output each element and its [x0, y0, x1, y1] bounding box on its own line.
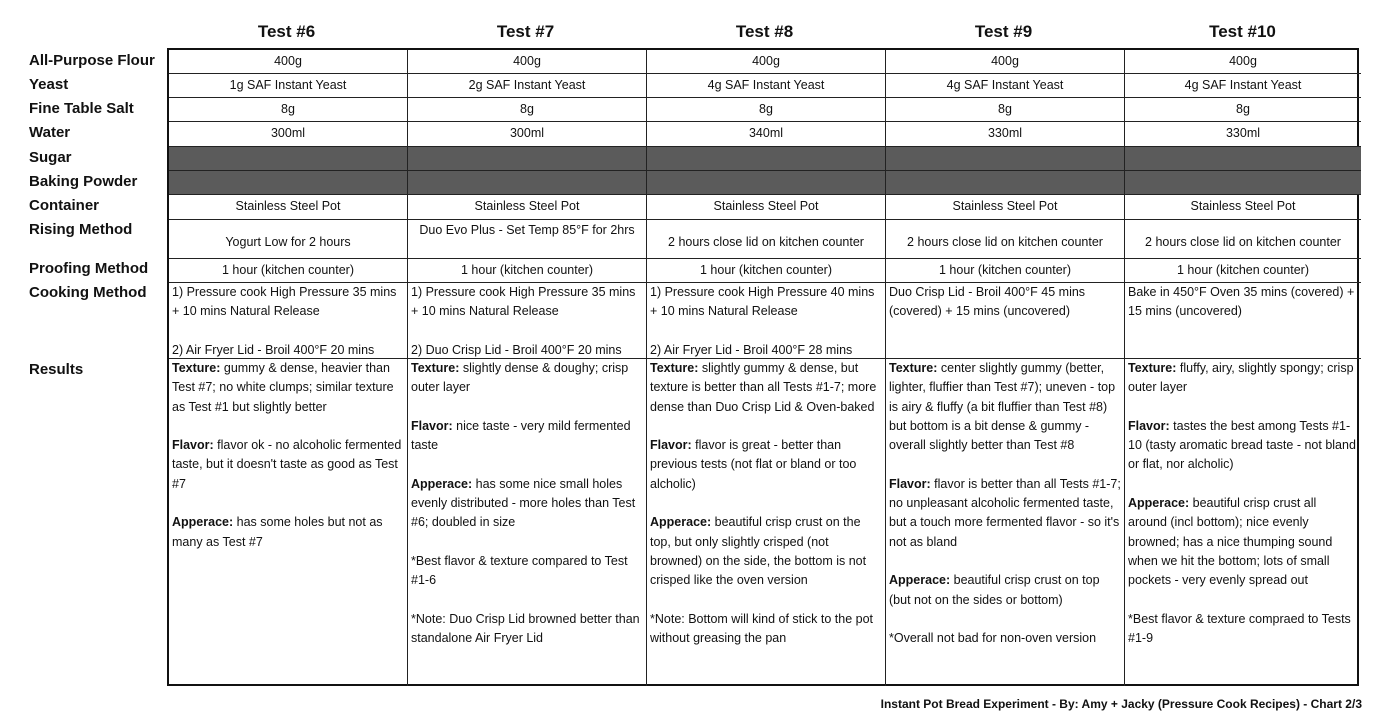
column-headers [167, 22, 1362, 42]
chart-footer-credit: Instant Pot Bread Experiment - By: Amy + Jacky (Pressure Cook Recipes) - Chart 2/3 [880, 697, 1362, 711]
row-label-sugar: Sugar [29, 149, 72, 166]
cooking-line: 2) Air Fryer Lid - Broil 400°F 20 mins [172, 342, 375, 357]
cell-proofing-6: 1 hour (kitchen counter) [169, 259, 408, 283]
cell-salt-7: 8g [408, 98, 647, 122]
cell-proofing-7: 1 hour (kitchen counter) [408, 259, 647, 283]
result-note: *Note: Duo Crisp Lid browned better than standalone Air Fryer Lid [411, 611, 640, 646]
row-label-yeast: Yeast [29, 76, 69, 93]
result-note: *Note: Bottom will kind of stick to the pot without greasing the pan [650, 611, 874, 646]
result-appear-text: has some holes but not as many as Test #7 [172, 515, 383, 549]
cell-rising-10: 2 hours close lid on kitchen counter [1125, 220, 1361, 259]
cell-baking-9 [886, 171, 1125, 195]
result-note: *Best flavor & texture compraed to Tests #1-9 [1128, 611, 1351, 646]
result-texture-text: gummy & dense, heavier than Test #7; no white clumps; similar texture as Test #1 but slightly better [172, 361, 394, 414]
cell-sugar-7 [408, 147, 647, 171]
cell-yeast-8: 4g SAF Instant Yeast [647, 74, 886, 98]
cooking-line: 2) Duo Crisp Lid - Broil 400°F 20 mins [411, 342, 622, 357]
result-appear-text: beautiful crisp crust all around (incl bottom); nice evenly browned; has a nice thumping sound when we hit the bottom; lots of small pockets - very evenly spread out [1128, 496, 1333, 588]
cell-sugar-6 [169, 147, 408, 171]
cell-results-7 [408, 359, 647, 686]
result-flavor-label: Flavor: [172, 438, 214, 453]
result-appear-label: Apperace: [650, 515, 712, 530]
result-texture-text: slightly dense & doughy; crisp outer layer [411, 361, 629, 395]
result-flavor-label: Flavor: [1128, 418, 1170, 433]
result-flavor-label: Flavor: [889, 476, 931, 491]
result-flavor-text: tastes the best among Tests #1-10 (tasty aromatic bread taste - not bland or flat, nor alcholic) [1128, 418, 1356, 472]
result-appear-text: beautiful crisp crust on the top, but only slightly crisped (not browned) on the side, the bottom is not crisped like the oven version [650, 515, 867, 588]
cell-baking-6 [169, 171, 408, 195]
cell-container-8: Stainless Steel Pot [647, 195, 886, 220]
result-texture-text: center slightly gummy (better, lighter, fluffier than Test #7); uneven - top is airy & fluffy (a bit fluffier than Test #8) but bottom is a bit dense & gummy - overall slightly better than Test #8 [889, 361, 1116, 453]
result-flavor-text: flavor ok - no alcoholic fermented taste, but it doesn't taste as good as Test #7 [172, 438, 402, 491]
result-appear-label: Apperace: [889, 573, 951, 588]
cell-water-8: 340ml [647, 122, 886, 147]
result-flavor-text: flavor is better than all Tests #1-7; no unpleasant alcoholic fermented taste, but a touch more fermented flavor - so it's not as bland [889, 476, 1121, 549]
result-flavor-text: flavor is great - better than previous tests (not flat or bland or too alcholic) [650, 438, 857, 491]
cell-water-9: 330ml [886, 122, 1125, 147]
row-label-cooking-method: Cooking Method [29, 284, 147, 301]
cell-container-9: Stainless Steel Pot [886, 195, 1125, 220]
cell-water-7: 300ml [408, 122, 647, 147]
result-appear-label: Apperace: [172, 515, 234, 530]
result-texture [650, 359, 882, 417]
column-header-test-9: Test #9 [974, 22, 1033, 41]
cell-proofing-10: 1 hour (kitchen counter) [1125, 259, 1361, 283]
cell-results-9 [886, 359, 1125, 686]
cooking-line: + 10 mins Natural Release [650, 304, 798, 319]
result-flavor [889, 475, 1121, 552]
cell-flour-7: 400g [408, 50, 647, 74]
result-note: *Best flavor & texture compared to Test #1-6 [411, 553, 628, 588]
result-texture-label: Texture: [411, 361, 460, 375]
row-label-flour: All-Purpose Flour [29, 52, 155, 69]
cell-rising-6: Yogurt Low for 2 hours [169, 220, 408, 259]
cell-cooking-8 [647, 283, 886, 359]
row-label-salt: Fine Table Salt [29, 100, 134, 117]
cooking-line: 1) Pressure cook High Pressure 35 mins [172, 285, 397, 299]
cell-flour-10: 400g [1125, 50, 1361, 74]
cell-cooking-10 [1125, 283, 1361, 359]
result-appear-label: Apperace: [1128, 496, 1190, 511]
cell-rising-9: 2 hours close lid on kitchen counter [886, 220, 1125, 259]
cell-baking-8 [647, 171, 886, 195]
cell-cooking-9 [886, 283, 1125, 359]
row-label-proofing-method: Proofing Method [29, 260, 149, 277]
cell-flour-8: 400g [647, 50, 886, 74]
cell-yeast-6: 1g SAF Instant Yeast [169, 74, 408, 98]
column-header-test-6: Test #6 [257, 22, 316, 41]
cooking-line: Bake in 450°F Oven 35 mins (covered) + [1128, 285, 1355, 299]
cooking-line: 15 mins (uncovered) [1128, 304, 1242, 319]
result-texture-text: fluffy, airy, slightly spongy; crisp outer layer [1128, 361, 1354, 395]
cooking-line: + 10 mins Natural Release [411, 304, 559, 319]
cell-rising-8: 2 hours close lid on kitchen counter [647, 220, 886, 259]
cell-container-10: Stainless Steel Pot [1125, 195, 1361, 220]
row-label-baking-powder: Baking Powder [29, 173, 138, 190]
cooking-line: Duo Crisp Lid - Broil 400°F 45 mins [889, 285, 1086, 299]
result-texture [411, 359, 643, 398]
result-texture [1128, 359, 1358, 398]
row-label-container: Container [29, 197, 100, 214]
cell-results-8 [647, 359, 886, 686]
cell-proofing-8: 1 hour (kitchen counter) [647, 259, 886, 283]
result-texture [172, 359, 404, 417]
cell-container-6: Stainless Steel Pot [169, 195, 408, 220]
cooking-line: 2) Air Fryer Lid - Broil 400°F 28 mins [650, 342, 853, 357]
row-label-water: Water [29, 124, 71, 141]
result-texture-label: Texture: [1128, 361, 1177, 375]
cell-results-10 [1125, 359, 1361, 686]
cell-sugar-8 [647, 147, 886, 171]
cell-baking-7 [408, 171, 647, 195]
cell-container-7: Stainless Steel Pot [408, 195, 647, 220]
cooking-line: 1) Pressure cook High Pressure 35 mins [411, 285, 636, 299]
cell-sugar-9 [886, 147, 1125, 171]
row-label-rising-method: Rising Method [29, 221, 133, 238]
cell-water-6: 300ml [169, 122, 408, 147]
experiment-table [167, 48, 1359, 686]
result-flavor [650, 436, 882, 494]
result-texture-label: Texture: [172, 361, 221, 375]
cell-flour-6: 400g [169, 50, 408, 74]
cell-rising-7: Duo Evo Plus - Set Temp 85°F for 2hrs [408, 220, 647, 259]
result-texture-label: Texture: [650, 361, 699, 375]
cell-salt-9: 8g [886, 98, 1125, 122]
result-flavor-label: Flavor: [650, 438, 692, 453]
cell-results-6 [169, 359, 408, 686]
cooking-line: (covered) + 15 mins (uncovered) [889, 304, 1070, 319]
cooking-line: + 10 mins Natural Release [172, 304, 320, 319]
cell-yeast-10: 4g SAF Instant Yeast [1125, 74, 1361, 98]
result-appear [411, 475, 643, 533]
cell-cooking-7 [408, 283, 647, 359]
cell-flour-9: 400g [886, 50, 1125, 74]
result-appear [650, 513, 882, 590]
result-flavor [172, 436, 404, 494]
cell-sugar-10 [1125, 147, 1361, 171]
cooking-line: 1) Pressure cook High Pressure 40 mins [650, 285, 875, 299]
result-texture-label: Texture: [889, 361, 938, 375]
cell-yeast-7: 2g SAF Instant Yeast [408, 74, 647, 98]
column-header-test-7: Test #7 [496, 22, 555, 41]
result-appear-label: Apperace: [411, 476, 473, 491]
cell-cooking-6 [169, 283, 408, 359]
result-appear-text: beautiful crisp crust on top (but not on the sides or bottom) [889, 573, 1100, 607]
result-flavor-text: nice taste - very mild fermented taste [411, 418, 631, 453]
cell-baking-10 [1125, 171, 1361, 195]
result-flavor [411, 417, 643, 456]
result-texture [889, 359, 1121, 455]
result-appear [172, 513, 404, 552]
result-flavor [1128, 417, 1358, 475]
result-appear [1128, 494, 1358, 590]
cell-salt-8: 8g [647, 98, 886, 122]
column-header-test-10: Test #10 [1209, 22, 1276, 41]
cell-salt-10: 8g [1125, 98, 1361, 122]
cell-yeast-9: 4g SAF Instant Yeast [886, 74, 1125, 98]
cell-salt-6: 8g [169, 98, 408, 122]
row-label-results: Results [29, 361, 84, 378]
result-flavor-label: Flavor: [411, 418, 453, 433]
cell-water-10: 330ml [1125, 122, 1361, 147]
result-note: *Overall not bad for non-oven version [889, 631, 1097, 646]
result-appear [889, 571, 1121, 610]
cell-proofing-9: 1 hour (kitchen counter) [886, 259, 1125, 283]
result-appear-text: has some nice small holes evenly distributed - more holes than Test #6; doubled in size [411, 476, 636, 530]
column-header-test-8: Test #8 [735, 22, 794, 41]
result-texture-text: slightly gummy & dense, but texture is better than all Tests #1-7; more dense than Duo Crisp Lid & Oven-baked [650, 361, 877, 414]
